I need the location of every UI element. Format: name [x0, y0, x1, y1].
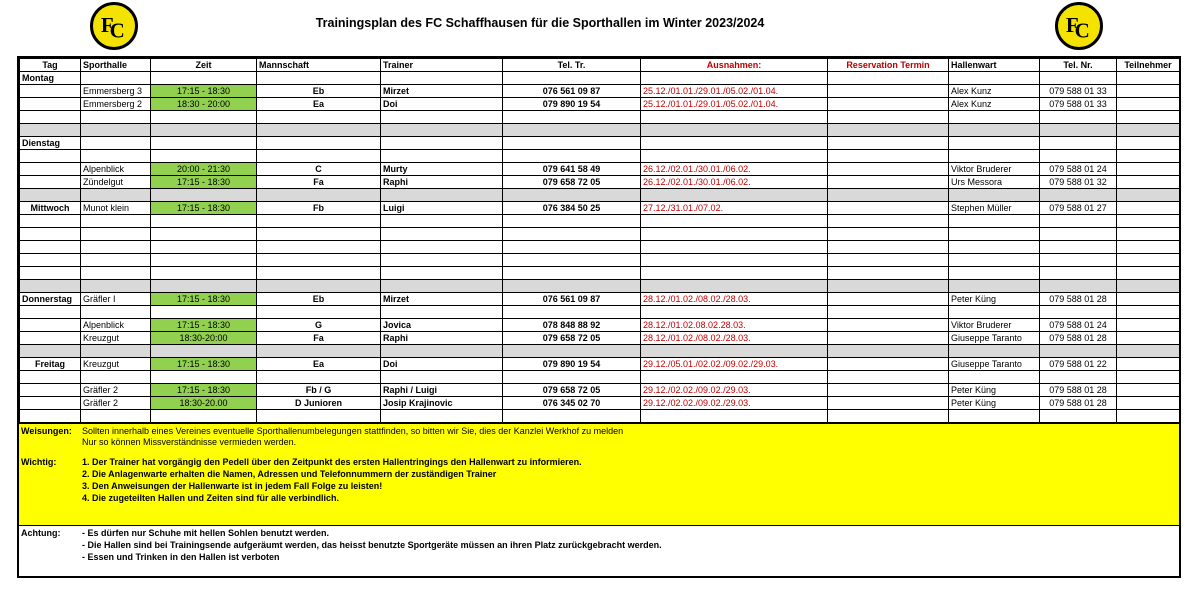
- hallenwart-cell: Giuseppe Taranto: [949, 332, 1040, 345]
- warning-section: [19, 525, 1179, 571]
- table-row: [20, 384, 1180, 397]
- empty-row: [20, 371, 1180, 384]
- hallenwart-cell: Peter Küng: [949, 293, 1040, 306]
- sporthalle-cell: Kreuzgut: [81, 358, 151, 371]
- trainer-phone-cell: 076 384 50 25: [503, 202, 641, 215]
- hallenwart-cell: Stephen Müller: [949, 202, 1040, 215]
- team-cell: Fa: [257, 176, 381, 189]
- trainer-phone-cell: 079 890 19 54: [503, 98, 641, 111]
- empty-row: [20, 228, 1180, 241]
- training-plan-sheet: [17, 56, 1181, 578]
- time-cell: 17:15 - 18:30: [151, 358, 257, 371]
- achtung-label: Achtung:: [21, 528, 61, 538]
- trainer-phone-cell: 076 345 02 70: [503, 397, 641, 410]
- hallenwart-cell: Peter Küng: [949, 384, 1040, 397]
- sporthalle-cell: Alpenblick: [81, 319, 151, 332]
- time-cell: 17:15 - 18:30: [151, 319, 257, 332]
- team-cell: Eb: [257, 293, 381, 306]
- table-row: [20, 176, 1180, 189]
- empty-row: [20, 254, 1180, 267]
- trainer-phone-cell: 079 641 58 49: [503, 163, 641, 176]
- table-row: [20, 319, 1180, 332]
- exceptions-cell: 29.12./02.02./09.02./29.03.: [641, 384, 828, 397]
- trainer-cell: Mirzet: [381, 293, 503, 306]
- separator-row: [20, 189, 1180, 202]
- hallenwart-phone-cell: 079 588 01 33: [1040, 85, 1117, 98]
- trainer-cell: Doi: [381, 98, 503, 111]
- sporthalle-cell: Kreuzgut: [81, 332, 151, 345]
- col-header-tel-nr: Tel. Nr.: [1040, 59, 1117, 72]
- time-cell: 18:30-20.00: [151, 397, 257, 410]
- team-cell: Fa: [257, 332, 381, 345]
- hallenwart-phone-cell: 079 588 01 33: [1040, 98, 1117, 111]
- weisungen-line: Sollten innerhalb eines Vereines eventuelle Sporthallenumbelegungen stattfinden, so bitten wir Sie, dies der Kanzlei Werkhof zu melden: [82, 426, 624, 436]
- col-header-sporthalle: Sporthalle: [81, 59, 151, 72]
- wichtig-line: 4. Die zugeteilten Hallen und Zeiten sind für alle verbindlich.: [82, 493, 340, 503]
- trainer-phone-cell: 079 890 19 54: [503, 358, 641, 371]
- day-row: [20, 72, 1180, 85]
- hallenwart-cell: Alex Kunz: [949, 85, 1040, 98]
- col-header-hallenwart: Hallenwart: [949, 59, 1040, 72]
- trainer-cell: Raphi / Luigi: [381, 384, 503, 397]
- weisungen-label: Weisungen:: [21, 426, 72, 436]
- trainer-cell: Luigi: [381, 202, 503, 215]
- hallenwart-phone-cell: 079 588 01 22: [1040, 358, 1117, 371]
- col-header-teilnehmer: Teilnehmer: [1117, 59, 1180, 72]
- training-table: [19, 58, 1180, 423]
- col-header-zeit: Zeit: [151, 59, 257, 72]
- exceptions-cell: 28.12./01.02./08.02./28.03.: [641, 293, 828, 306]
- page-title: [0, 16, 1080, 30]
- day-label: Mittwoch: [20, 202, 81, 215]
- separator-row: [20, 280, 1180, 293]
- trainer-cell: Mirzet: [381, 85, 503, 98]
- table-row: [20, 163, 1180, 176]
- exceptions-cell: 28.12./01.02.08.02.28.03.: [641, 319, 828, 332]
- trainer-cell: Doi: [381, 358, 503, 371]
- sporthalle-cell: Zündelgut: [81, 176, 151, 189]
- time-cell: 17:15 - 18:30: [151, 85, 257, 98]
- hallenwart-cell: Peter Küng: [949, 397, 1040, 410]
- hallenwart-phone-cell: 079 588 01 28: [1040, 293, 1117, 306]
- time-cell: 18:30-20:00: [151, 332, 257, 345]
- svg-text:F: F: [100, 13, 114, 38]
- empty-row: [20, 111, 1180, 124]
- table-row: [20, 397, 1180, 410]
- sporthalle-cell: Gräfler 2: [81, 384, 151, 397]
- col-header-reservation: Reservation Termin: [828, 59, 949, 72]
- hallenwart-cell: Alex Kunz: [949, 98, 1040, 111]
- time-cell: 18:30 - 20:00: [151, 98, 257, 111]
- trainer-phone-cell: 079 658 72 05: [503, 384, 641, 397]
- trainer-phone-cell: 079 658 72 05: [503, 176, 641, 189]
- time-cell: 17:15 - 18:30: [151, 176, 257, 189]
- empty-row: [20, 215, 1180, 228]
- sporthalle-cell: Gräfler I: [81, 293, 151, 306]
- weisungen-line: Nur so können Missverständnisse vermieden werden.: [82, 437, 297, 447]
- achtung-line: - Es dürfen nur Schuhe mit hellen Sohlen benutzt werden.: [82, 528, 330, 538]
- exceptions-cell: 27.12./31.01./07.02.: [641, 202, 828, 215]
- wichtig-line: 2. Die Anlagenwarte erhalten die Namen, Adressen und Telefonnummern der zuständigen Trainer: [82, 469, 497, 479]
- wichtig-label: Wichtig:: [21, 457, 57, 467]
- day-label: Freitag: [20, 358, 81, 371]
- team-cell: Fb / G: [257, 384, 381, 397]
- exceptions-cell: 25.12./01.01./29.01./05.02./01.04.: [641, 85, 828, 98]
- day-label: Donnerstag: [20, 293, 81, 306]
- trainer-phone-cell: 079 658 72 05: [503, 332, 641, 345]
- exceptions-cell: 28.12./01.02./08.02./28.03.: [641, 332, 828, 345]
- sporthalle-cell: Alpenblick: [81, 163, 151, 176]
- team-cell: Eb: [257, 85, 381, 98]
- sporthalle-cell: Munot klein: [81, 202, 151, 215]
- trainer-phone-cell: 076 561 09 87: [503, 85, 641, 98]
- wichtig-line: 3. Den Anweisungen der Hallenwarte ist in jedem Fall Folge zu leisten!: [82, 481, 383, 491]
- trainer-phone-cell: 076 561 09 87: [503, 293, 641, 306]
- col-header-mannschaft: Mannschaft: [257, 59, 381, 72]
- separator-row: [20, 124, 1180, 137]
- table-row: [20, 85, 1180, 98]
- time-cell: 17:15 - 18:30: [151, 293, 257, 306]
- exceptions-cell: 29.12./02.02./09.02./29.03.: [641, 397, 828, 410]
- empty-row: [20, 241, 1180, 254]
- hallenwart-cell: Urs Messora: [949, 176, 1040, 189]
- trainer-cell: Josip Krajinovic: [381, 397, 503, 410]
- trainer-cell: Murty: [381, 163, 503, 176]
- day-row: [20, 137, 1180, 150]
- col-header-tag: Tag: [20, 59, 81, 72]
- col-header-trainer: Trainer: [381, 59, 503, 72]
- achtung-line: - Die Hallen sind bei Trainingsende aufgeräumt werden, das heisst benutzte Sportgeräte müssen an ihren Platz zurückgebracht werden.: [82, 540, 662, 550]
- hallenwart-cell: Giuseppe Taranto: [949, 358, 1040, 371]
- day-label: Dienstag: [20, 137, 81, 150]
- hallenwart-phone-cell: 079 588 01 28: [1040, 332, 1117, 345]
- trainer-cell: Jovica: [381, 319, 503, 332]
- table-row: [20, 293, 1180, 306]
- achtung-line: - Essen und Trinken in den Hallen ist verboten: [82, 552, 280, 562]
- exceptions-cell: 29.12./05.01./02.02./09.02./29.03.: [641, 358, 828, 371]
- hallenwart-phone-cell: 079 588 01 24: [1040, 319, 1117, 332]
- trainer-cell: Raphi: [381, 176, 503, 189]
- table-row: [20, 332, 1180, 345]
- col-header-tel-tr: Tel. Tr.: [503, 59, 641, 72]
- empty-row: [20, 267, 1180, 280]
- hallenwart-phone-cell: 079 588 01 24: [1040, 163, 1117, 176]
- team-cell: C: [257, 163, 381, 176]
- hallenwart-cell: Viktor Bruderer: [949, 163, 1040, 176]
- hallenwart-phone-cell: 079 588 01 27: [1040, 202, 1117, 215]
- hallenwart-phone-cell: 079 588 01 32: [1040, 176, 1117, 189]
- team-cell: Ea: [257, 358, 381, 371]
- team-cell: G: [257, 319, 381, 332]
- hallenwart-cell: Viktor Bruderer: [949, 319, 1040, 332]
- hallenwart-phone-cell: 079 588 01 28: [1040, 384, 1117, 397]
- time-cell: 20:00 - 21:30: [151, 163, 257, 176]
- empty-row: [20, 150, 1180, 163]
- wichtig-line: 1. Der Trainer hat vorgängig den Pedell über den Zeitpunkt des ersten Hallentringings den Hallenwart zu informieren.: [82, 457, 582, 467]
- separator-row: [20, 345, 1180, 358]
- svg-text:C: C: [1074, 18, 1090, 43]
- sporthalle-cell: Emmersberg 2: [81, 98, 151, 111]
- team-cell: Ea: [257, 98, 381, 111]
- hallenwart-phone-cell: 079 588 01 28: [1040, 397, 1117, 410]
- trainer-cell: Raphi: [381, 332, 503, 345]
- svg-text:C: C: [109, 18, 125, 43]
- sporthalle-cell: Gräfler 2: [81, 397, 151, 410]
- exceptions-cell: 26.12./02.01./30.01./06.02.: [641, 176, 828, 189]
- sporthalle-cell: Emmersberg 3: [81, 85, 151, 98]
- table-row: [20, 202, 1180, 215]
- time-cell: 17:15 - 18:30: [151, 384, 257, 397]
- team-cell: D Junioren: [257, 397, 381, 410]
- page-title-text: Trainingsplan des FC Schaffhausen für die Sporthallen im Winter 2023/2024: [315, 16, 765, 30]
- table-row: [20, 98, 1180, 111]
- exceptions-cell: 26.12./02.01./30.01./06.02.: [641, 163, 828, 176]
- table-row: [20, 358, 1180, 371]
- svg-text:F: F: [1065, 13, 1079, 38]
- table-header-row: [20, 59, 1180, 72]
- day-label: Montag: [20, 72, 81, 85]
- trainer-phone-cell: 078 848 88 92: [503, 319, 641, 332]
- empty-row: [20, 410, 1180, 423]
- empty-row: [20, 306, 1180, 319]
- instructions-section: [19, 423, 1179, 525]
- col-header-ausnahmen: Ausnahmen:: [641, 59, 828, 72]
- time-cell: 17:15 - 18:30: [151, 202, 257, 215]
- exceptions-cell: 25.12./01.01./29.01./05.02./01.04.: [641, 98, 828, 111]
- team-cell: Fb: [257, 202, 381, 215]
